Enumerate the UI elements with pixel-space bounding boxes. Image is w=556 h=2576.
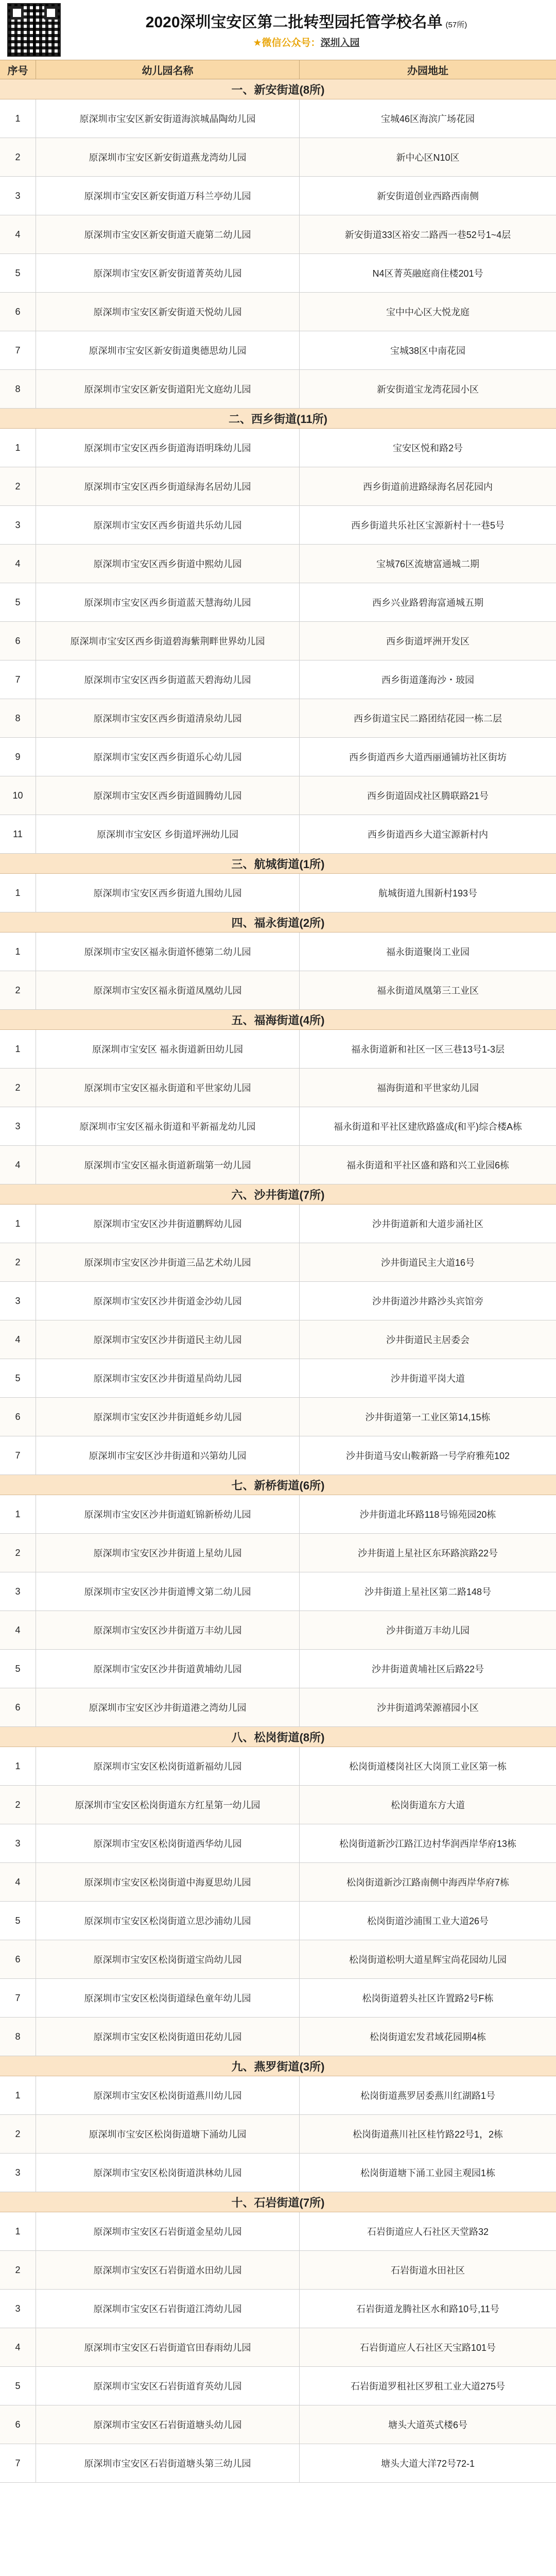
- kindergarten-address: 西乡兴业路碧海富通城五期: [372, 598, 483, 608]
- table-row: [0, 1107, 556, 1146]
- kindergarten-name: 原深圳市宝安区沙井街道鹏辉幼儿园: [36, 1205, 300, 1243]
- row-index: 3: [0, 2154, 36, 2192]
- table-row: [0, 699, 556, 738]
- kindergarten-address: 宝城38区中南花园: [390, 346, 466, 356]
- kindergarten-name: 原深圳市宝安区西乡街道共乐幼儿园: [36, 506, 300, 544]
- kindergarten-address: 航城街道九围新村193号: [378, 888, 478, 899]
- kindergarten-address: 沙井街道鸿荣源禧园小区: [377, 1703, 479, 1713]
- kindergarten-address: 新安街道创业西路西南侧: [377, 191, 479, 201]
- table-row: [0, 1688, 556, 1727]
- kindergarten-address: 松岗街道新沙江路南侧中海西岸华府7栋: [346, 1877, 509, 1888]
- section-header: 六、沙井街道(7所): [0, 1184, 556, 1205]
- table-row: [0, 1146, 556, 1184]
- table-row: [0, 2212, 556, 2251]
- kindergarten-address: 沙井街道民主居委会: [386, 1335, 470, 1345]
- kindergarten-name: 原深圳市宝安区沙井街道星尚幼儿园: [36, 1359, 300, 1397]
- table-row: [0, 738, 556, 776]
- kindergarten-address: 沙井街道上星社区第二路148号: [364, 1587, 492, 1597]
- kindergarten-name: 原深圳市宝安区新安街道阳光文庭幼儿园: [36, 370, 300, 408]
- table-row: [0, 583, 556, 622]
- table-row: [0, 1436, 556, 1475]
- row-index: 4: [0, 545, 36, 583]
- table-header: [0, 60, 556, 79]
- kindergarten-address: 沙井街道平岗大道: [391, 1374, 465, 1384]
- row-index: 4: [0, 1146, 36, 1184]
- row-index: 4: [0, 1320, 36, 1359]
- kindergarten-name: 原深圳市宝安区松岗街道塘下涌幼儿园: [36, 2115, 300, 2153]
- kindergarten-address: 松岗街道燕川社区桂竹路22号1，2栋: [352, 2129, 503, 2140]
- table-row: [0, 2328, 556, 2367]
- kindergarten-name: 原深圳市宝安区新安街道万科兰亭幼儿园: [36, 177, 300, 215]
- row-index: 1: [0, 2076, 36, 2114]
- kindergarten-address: 沙井街道北环路118号锦苑园20栋: [359, 1510, 496, 1520]
- kindergarten-name: 原深圳市宝安区新安街道菁英幼儿园: [36, 254, 300, 292]
- row-index: 5: [0, 1359, 36, 1397]
- row-index: 4: [0, 1611, 36, 1649]
- table-row: [0, 1282, 556, 1320]
- table-row: [0, 622, 556, 660]
- table-row: [0, 177, 556, 215]
- table-row: [0, 1902, 556, 1940]
- row-index: 2: [0, 138, 36, 176]
- row-index: 2: [0, 971, 36, 1009]
- kindergarten-name: 原深圳市宝安区福永街道怀德第二幼儿园: [36, 933, 300, 971]
- table-row: [0, 1320, 556, 1359]
- table-row: [0, 2076, 556, 2115]
- kindergarten-address: 沙井街道沙井路沙头宾馆旁: [372, 1296, 483, 1307]
- kindergarten-name: 原深圳市宝安区松岗街道立思沙浦幼儿园: [36, 1902, 300, 1940]
- kindergarten-name: 原深圳市宝安区沙井街道博文第二幼儿园: [36, 1572, 300, 1611]
- table-row: [0, 1030, 556, 1069]
- table-row: [0, 933, 556, 971]
- kindergarten-name: 原深圳市宝安区沙井街道上星幼儿园: [36, 1534, 300, 1572]
- kindergarten-address: 西乡街道前进路绿海名居花园内: [363, 482, 493, 492]
- section-header: 十、石岩街道(7所): [0, 2192, 556, 2212]
- kindergarten-address: 松岗街道碧头社区许置路2号F栋: [362, 1993, 494, 2004]
- kindergarten-address: 西乡街道固戍社区腾联路21号: [367, 791, 489, 801]
- kindergarten-address: 福海街道和平世家幼儿园: [377, 1083, 479, 1093]
- table-row: [0, 1824, 556, 1863]
- row-index: 1: [0, 1205, 36, 1243]
- kindergarten-address: 松岗街道塘下涌工业园主观园1栋: [360, 2168, 495, 2178]
- column-header-address: 办园地址: [407, 65, 448, 77]
- table-row: [0, 254, 556, 293]
- table-row: [0, 429, 556, 467]
- kindergarten-name: 原深圳市宝安区西乡街道海语明珠幼儿园: [36, 429, 300, 467]
- kindergarten-name: 原深圳市宝安区石岩街道塘头第三幼儿园: [36, 2444, 300, 2482]
- row-index: 1: [0, 1030, 36, 1068]
- kindergarten-address: 塘头大道英式楼6号: [388, 2420, 467, 2430]
- kindergarten-address: 松岗街道松明大道星辉宝尚花园幼儿园: [349, 1955, 507, 1965]
- table-row: [0, 1243, 556, 1282]
- table-row: [0, 1398, 556, 1436]
- kindergarten-address: 石岩街道应人石社区天宝路101号: [359, 2343, 496, 2353]
- kindergarten-name: 原深圳市宝安区福永街道新瑞第一幼儿园: [36, 1146, 300, 1184]
- kindergarten-name: 原深圳市宝安区西乡街道乐心幼儿园: [36, 738, 300, 776]
- row-index: 3: [0, 177, 36, 215]
- kindergarten-address: 宝中中心区大悦龙庭: [386, 307, 470, 317]
- table-row: [0, 2251, 556, 2290]
- kindergarten-address: 西乡街道宝民二路团结花园一栋二层: [354, 714, 502, 724]
- account-name: 深圳入园: [320, 38, 360, 48]
- kindergarten-address: 西乡街道西乡大道宝源新村内: [368, 829, 488, 840]
- row-index: 2: [0, 1786, 36, 1824]
- table-row: [0, 2444, 556, 2483]
- page-header: [0, 0, 556, 60]
- row-index: 5: [0, 1902, 36, 1940]
- kindergarten-name: 原深圳市宝安区松岗街道洪林幼儿园: [36, 2154, 300, 2192]
- kindergarten-address: 沙井街道上星社区东环路滨路22号: [357, 1548, 498, 1558]
- row-index: 7: [0, 1979, 36, 2017]
- row-index: 3: [0, 1572, 36, 1611]
- count-badge: (57所): [445, 21, 467, 29]
- kindergarten-name: 原深圳市宝安区沙井街道金沙幼儿园: [36, 1282, 300, 1320]
- row-index: 4: [0, 1863, 36, 1901]
- kindergarten-name: 原深圳市宝安区石岩街道江湾幼儿园: [36, 2290, 300, 2328]
- table-row: [0, 467, 556, 506]
- row-index: 2: [0, 2115, 36, 2153]
- table-row: [0, 1611, 556, 1650]
- kindergarten-name: 原深圳市宝安区西乡街道中熙幼儿园: [36, 545, 300, 583]
- kindergarten-address: 新安街道33区裕安二路西一巷52号1~4层: [344, 230, 511, 240]
- row-index: 8: [0, 370, 36, 408]
- table-row: [0, 971, 556, 1010]
- kindergarten-address: 松岗街道新沙江路江边村华润西岸华府13栋: [339, 1839, 517, 1849]
- kindergarten-address: 松岗街道宏发君域花园期4栋: [369, 2032, 486, 2042]
- kindergarten-name: 原深圳市宝安区沙井街道蚝乡幼儿园: [36, 1398, 300, 1436]
- kindergarten-name: 原深圳市宝安区福永街道和平新福龙幼儿园: [36, 1107, 300, 1145]
- table-row: [0, 331, 556, 370]
- table-row: [0, 99, 556, 138]
- kindergarten-table: [0, 60, 556, 2483]
- kindergarten-name: 原深圳市宝安区新安街道天鹿第二幼儿园: [36, 215, 300, 253]
- table-row: [0, 370, 556, 409]
- row-index: 3: [0, 506, 36, 544]
- kindergarten-name: 原深圳市宝安区福永街道和平世家幼儿园: [36, 1069, 300, 1107]
- kindergarten-name: 原深圳市宝安区沙井街道和兴第幼儿园: [36, 1436, 300, 1475]
- table-row: [0, 1786, 556, 1824]
- kindergarten-address: 宝城46区海滨广场花园: [380, 114, 475, 124]
- kindergarten-address: N4区菁英融庭商住楼201号: [372, 268, 483, 279]
- kindergarten-name: 原深圳市宝安区石岩街道育英幼儿园: [36, 2367, 300, 2405]
- kindergarten-name: 原深圳市宝安区 福永街道新田幼儿园: [36, 1030, 300, 1068]
- row-index: 5: [0, 1650, 36, 1688]
- kindergarten-name: 原深圳市宝安区松岗街道宝尚幼儿园: [36, 1940, 300, 1978]
- table-row: [0, 1979, 556, 2018]
- kindergarten-address: 松岗街道东方大道: [391, 1800, 465, 1810]
- kindergarten-name: 原深圳市宝安区西乡街道绿海名居幼儿园: [36, 467, 300, 505]
- kindergarten-name: 原深圳市宝安区福永街道凤凰幼儿园: [36, 971, 300, 1009]
- table-row: [0, 1747, 556, 1786]
- kindergarten-address: 沙井街道第一工业区第14,15栋: [365, 1412, 491, 1422]
- section-header: 四、福永街道(2所): [0, 912, 556, 933]
- row-index: 3: [0, 2290, 36, 2328]
- kindergarten-address: 宝安区悦和路2号: [392, 443, 463, 453]
- row-index: 2: [0, 467, 36, 505]
- table-row: [0, 815, 556, 854]
- row-index: 1: [0, 1747, 36, 1785]
- section-header: 八、松岗街道(8所): [0, 1727, 556, 1747]
- table-row: [0, 2018, 556, 2056]
- row-index: 4: [0, 215, 36, 253]
- table-row: [0, 215, 556, 254]
- kindergarten-address: 松岗街道楼岗社区大岗顶工业区第一栋: [349, 1761, 507, 1772]
- kindergarten-name: 原深圳市宝安区西乡街道清泉幼儿园: [36, 699, 300, 737]
- kindergarten-name: 原深圳市宝安区沙井街道黄埔幼儿园: [36, 1650, 300, 1688]
- kindergarten-address: 西乡街道共乐社区宝源新村十一巷5号: [351, 520, 505, 531]
- row-index: 1: [0, 933, 36, 971]
- row-index: 8: [0, 2018, 36, 2056]
- kindergarten-address: 福永街道和平社区建欣路盛成(和平)综合楼A栋: [334, 1122, 522, 1132]
- kindergarten-name: 原深圳市宝安区沙井街道港之湾幼儿园: [36, 1688, 300, 1726]
- section-header: 三、航城街道(1所): [0, 854, 556, 874]
- table-row: [0, 138, 556, 177]
- row-index: 4: [0, 2328, 36, 2366]
- kindergarten-address: 沙井街道民主大道16号: [380, 1258, 475, 1268]
- subtitle-prefix: ★微信公众号：: [253, 38, 321, 48]
- kindergarten-name: 原深圳市宝安区石岩街道官田春雨幼儿园: [36, 2328, 300, 2366]
- row-index: 6: [0, 622, 36, 660]
- table-row: [0, 506, 556, 545]
- kindergarten-address: 新安街道宝龙湾花园小区: [377, 384, 479, 395]
- table-row: [0, 1534, 556, 1572]
- kindergarten-address: 宝城76区流塘富通城二期: [376, 559, 480, 569]
- kindergarten-name: 原深圳市宝安区西乡街道圆腾幼儿园: [36, 776, 300, 815]
- section-header: 一、新安街道(8所): [0, 79, 556, 99]
- kindergarten-address: 福永街道凤凰第三工业区: [377, 986, 479, 996]
- row-index: 7: [0, 660, 36, 699]
- table-row: [0, 293, 556, 331]
- kindergarten-name: 原深圳市宝安区西乡街道九围幼儿园: [36, 874, 300, 912]
- kindergarten-address: 沙井街道新和大道步涌社区: [372, 1219, 483, 1229]
- row-index: 5: [0, 2367, 36, 2405]
- page-title: [67, 9, 546, 32]
- table-row: [0, 2367, 556, 2405]
- table-row: [0, 776, 556, 815]
- row-index: 9: [0, 738, 36, 776]
- table-row: [0, 2405, 556, 2444]
- kindergarten-address: 新中心区N10区: [396, 152, 460, 163]
- kindergarten-address: 西乡街道蓬海沙・玻园: [381, 675, 474, 685]
- section-header: 五、福海街道(4所): [0, 1010, 556, 1030]
- kindergarten-name: 原深圳市宝安区松岗街道田花幼儿园: [36, 2018, 300, 2056]
- kindergarten-name: 原深圳市宝安区石岩街道金星幼儿园: [36, 2212, 300, 2250]
- section-header: 二、西乡街道(11所): [0, 409, 556, 429]
- row-index: 3: [0, 1824, 36, 1862]
- kindergarten-address: 石岩街道水田社区: [391, 2265, 465, 2276]
- table-row: [0, 545, 556, 583]
- table-row: [0, 1572, 556, 1611]
- kindergarten-address: 西乡街道坪洲开发区: [386, 636, 470, 647]
- table-row: [0, 1863, 556, 1902]
- row-index: 2: [0, 1534, 36, 1572]
- row-index: 5: [0, 583, 36, 621]
- kindergarten-name: 原深圳市宝安区新安街道奥德思幼儿园: [36, 331, 300, 369]
- table-row: [0, 1359, 556, 1398]
- kindergarten-name: 原深圳市宝安区新安街道天悦幼儿园: [36, 293, 300, 331]
- row-index: 7: [0, 2444, 36, 2482]
- row-index: 5: [0, 254, 36, 292]
- kindergarten-address: 福永街道新和社区一区三巷13号1-3层: [351, 1044, 505, 1055]
- kindergarten-name: 原深圳市宝安区沙井街道万丰幼儿园: [36, 1611, 300, 1649]
- row-index: 6: [0, 1940, 36, 1978]
- kindergarten-name: 原深圳市宝安区沙井街道虹锦新桥幼儿园: [36, 1495, 300, 1533]
- kindergarten-name: 原深圳市宝安区松岗街道中海夏思幼儿园: [36, 1863, 300, 1901]
- kindergarten-name: 原深圳市宝安区 乡街道坪洲幼儿园: [36, 815, 300, 853]
- row-index: 3: [0, 1282, 36, 1320]
- row-index: 1: [0, 99, 36, 138]
- kindergarten-name: 原深圳市宝安区沙井街道民主幼儿园: [36, 1320, 300, 1359]
- kindergarten-address: 石岩街道罗租社区罗租工业大道275号: [350, 2381, 506, 2392]
- qr-code-icon[interactable]: [7, 3, 61, 57]
- table-row: [0, 1495, 556, 1534]
- kindergarten-address: 松岗街道沙浦围工业大道26号: [367, 1916, 489, 1926]
- kindergarten-name: 原深圳市宝安区松岗街道燕川幼儿园: [36, 2076, 300, 2114]
- column-header-name: 幼儿园名称: [36, 60, 300, 79]
- section-header: 九、燕罗街道(3所): [0, 2056, 556, 2076]
- page-subtitle: [67, 35, 546, 49]
- table-row: [0, 2290, 556, 2328]
- kindergarten-name: 原深圳市宝安区西乡街道碧海紫荆畔世界幼儿园: [36, 622, 300, 660]
- row-index: 6: [0, 2405, 36, 2444]
- kindergarten-address: 松岗街道燕罗居委燕川红湖路1号: [360, 2091, 495, 2101]
- kindergarten-name: 原深圳市宝安区石岩街道水田幼儿园: [36, 2251, 300, 2289]
- kindergarten-address: 福永街道聚岗工业园: [386, 947, 470, 957]
- kindergarten-address: 沙井街道黄埔社区后路22号: [371, 1664, 484, 1674]
- row-index: 8: [0, 699, 36, 737]
- table-row: [0, 2115, 556, 2154]
- table-row: [0, 1205, 556, 1243]
- kindergarten-address: 福永街道和平社区盛和路和兴工业园6栋: [346, 1160, 509, 1171]
- row-index: 1: [0, 874, 36, 912]
- kindergarten-name: 原深圳市宝安区西乡街道蓝天慧海幼儿园: [36, 583, 300, 621]
- table-row: [0, 1940, 556, 1979]
- table-row: [0, 2154, 556, 2192]
- table-row: [0, 1650, 556, 1688]
- kindergarten-name: 原深圳市宝安区新安街道燕龙湾幼儿园: [36, 138, 300, 176]
- kindergarten-name: 原深圳市宝安区石岩街道塘头幼儿园: [36, 2405, 300, 2444]
- kindergarten-address: 西乡街道西乡大道西丽通铺坊社区街坊: [349, 752, 507, 762]
- kindergarten-name: 原深圳市宝安区松岗街道西华幼儿园: [36, 1824, 300, 1862]
- row-index: 6: [0, 1398, 36, 1436]
- row-index: 2: [0, 2251, 36, 2289]
- row-index: 6: [0, 293, 36, 331]
- kindergarten-address: 沙井街道马安山鞍新路一号学府雅苑102: [345, 1451, 510, 1461]
- row-index: 11: [0, 815, 36, 853]
- column-header-index: 序号: [0, 60, 36, 79]
- row-index: 2: [0, 1243, 36, 1281]
- row-index: 3: [0, 1107, 36, 1145]
- table-row: [0, 874, 556, 912]
- row-index: 1: [0, 2212, 36, 2250]
- row-index: 2: [0, 1069, 36, 1107]
- kindergarten-address: 沙井街道万丰幼儿园: [386, 1625, 470, 1636]
- kindergarten-name: 原深圳市宝安区西乡街道蓝天碧海幼儿园: [36, 660, 300, 699]
- row-index: 6: [0, 1688, 36, 1726]
- table-row: [0, 660, 556, 699]
- kindergarten-name: 原深圳市宝安区松岗街道新福幼儿园: [36, 1747, 300, 1785]
- section-header: 七、新桥街道(6所): [0, 1475, 556, 1495]
- row-index: 10: [0, 776, 36, 815]
- kindergarten-address: 石岩街道龙腾社区水和路10号,11号: [356, 2304, 499, 2314]
- kindergarten-name: 原深圳市宝安区新安街道海滨城晶陶幼儿园: [36, 99, 300, 138]
- kindergarten-name: 原深圳市宝安区沙井街道三品艺术幼儿园: [36, 1243, 300, 1281]
- row-index: 1: [0, 429, 36, 467]
- table-row: [0, 1069, 556, 1107]
- title-text: 2020深圳宝安区第二批转型园托管学校名单: [145, 14, 443, 31]
- kindergarten-address: 石岩街道应人石社区天堂路32: [367, 2227, 489, 2237]
- kindergarten-name: 原深圳市宝安区松岗街道绿色童年幼儿园: [36, 1979, 300, 2017]
- row-index: 1: [0, 1495, 36, 1533]
- row-index: 7: [0, 331, 36, 369]
- kindergarten-name: 原深圳市宝安区松岗街道东方红星第一幼儿园: [36, 1786, 300, 1824]
- kindergarten-address: 塘头大道大洋72号72-1: [380, 2459, 475, 2469]
- row-index: 7: [0, 1436, 36, 1475]
